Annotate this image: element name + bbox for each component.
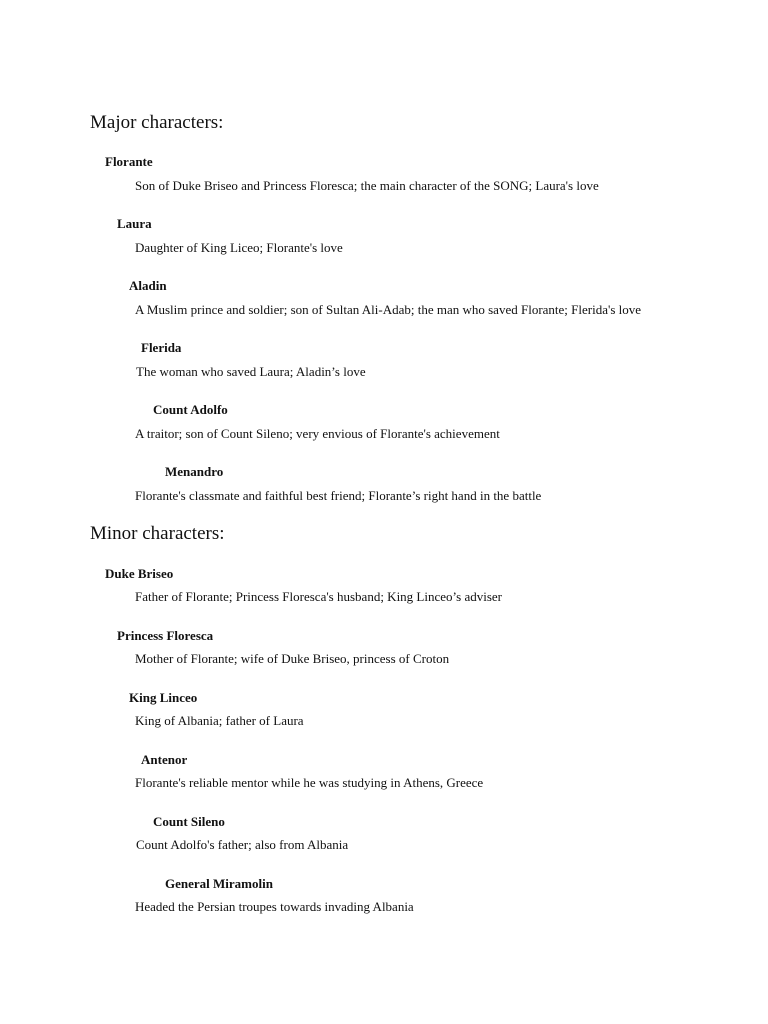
character-name: Count Sileno [153, 814, 225, 829]
character-description: Florante's reliable mentor while he was studying in Athens, Greece [135, 775, 484, 790]
character-description: Florante's classmate and faithful best friend; Florante’s right hand in the battle [135, 488, 542, 503]
character-description: Father of Florante; Princess Floresca's husband; King Linceo’s adviser [135, 589, 502, 604]
character-name: Duke Briseo [105, 566, 174, 581]
character-description: King of Albania; father of Laura [135, 713, 304, 728]
character-name: King Linceo [129, 690, 198, 705]
character-description: Son of Duke Briseo and Princess Floresca; the main character of the SONG; Laura's love [135, 178, 599, 193]
character-description: Daughter of King Liceo; Florante's love [135, 240, 343, 255]
character-description: A Muslim prince and soldier; son of Sultan Ali-Adab; the man who saved Florante; Flerida's love [135, 302, 642, 317]
character-name: Menandro [165, 464, 224, 479]
character-name: General Miramolin [165, 876, 273, 891]
character-description: The woman who saved Laura; Aladin’s love [136, 364, 366, 379]
character-description: A traitor; son of Count Sileno; very envious of Florante's achievement [135, 426, 500, 441]
character-name: Princess Floresca [117, 628, 214, 643]
character-description: Mother of Florante; wife of Duke Briseo, princess of Croton [135, 651, 450, 666]
character-name: Laura [117, 216, 152, 231]
character-description: Count Adolfo's father; also from Albania [136, 837, 349, 852]
character-name: Flerida [141, 340, 182, 355]
character-description: Headed the Persian troupes towards invading Albania [135, 899, 414, 914]
major-characters-heading: Major characters: [90, 112, 224, 133]
character-name: Florante [105, 154, 153, 169]
character-name: Antenor [141, 752, 188, 767]
character-name: Count Adolfo [153, 402, 228, 417]
character-name: Aladin [129, 278, 167, 293]
minor-characters-heading: Minor characters: [90, 523, 225, 544]
